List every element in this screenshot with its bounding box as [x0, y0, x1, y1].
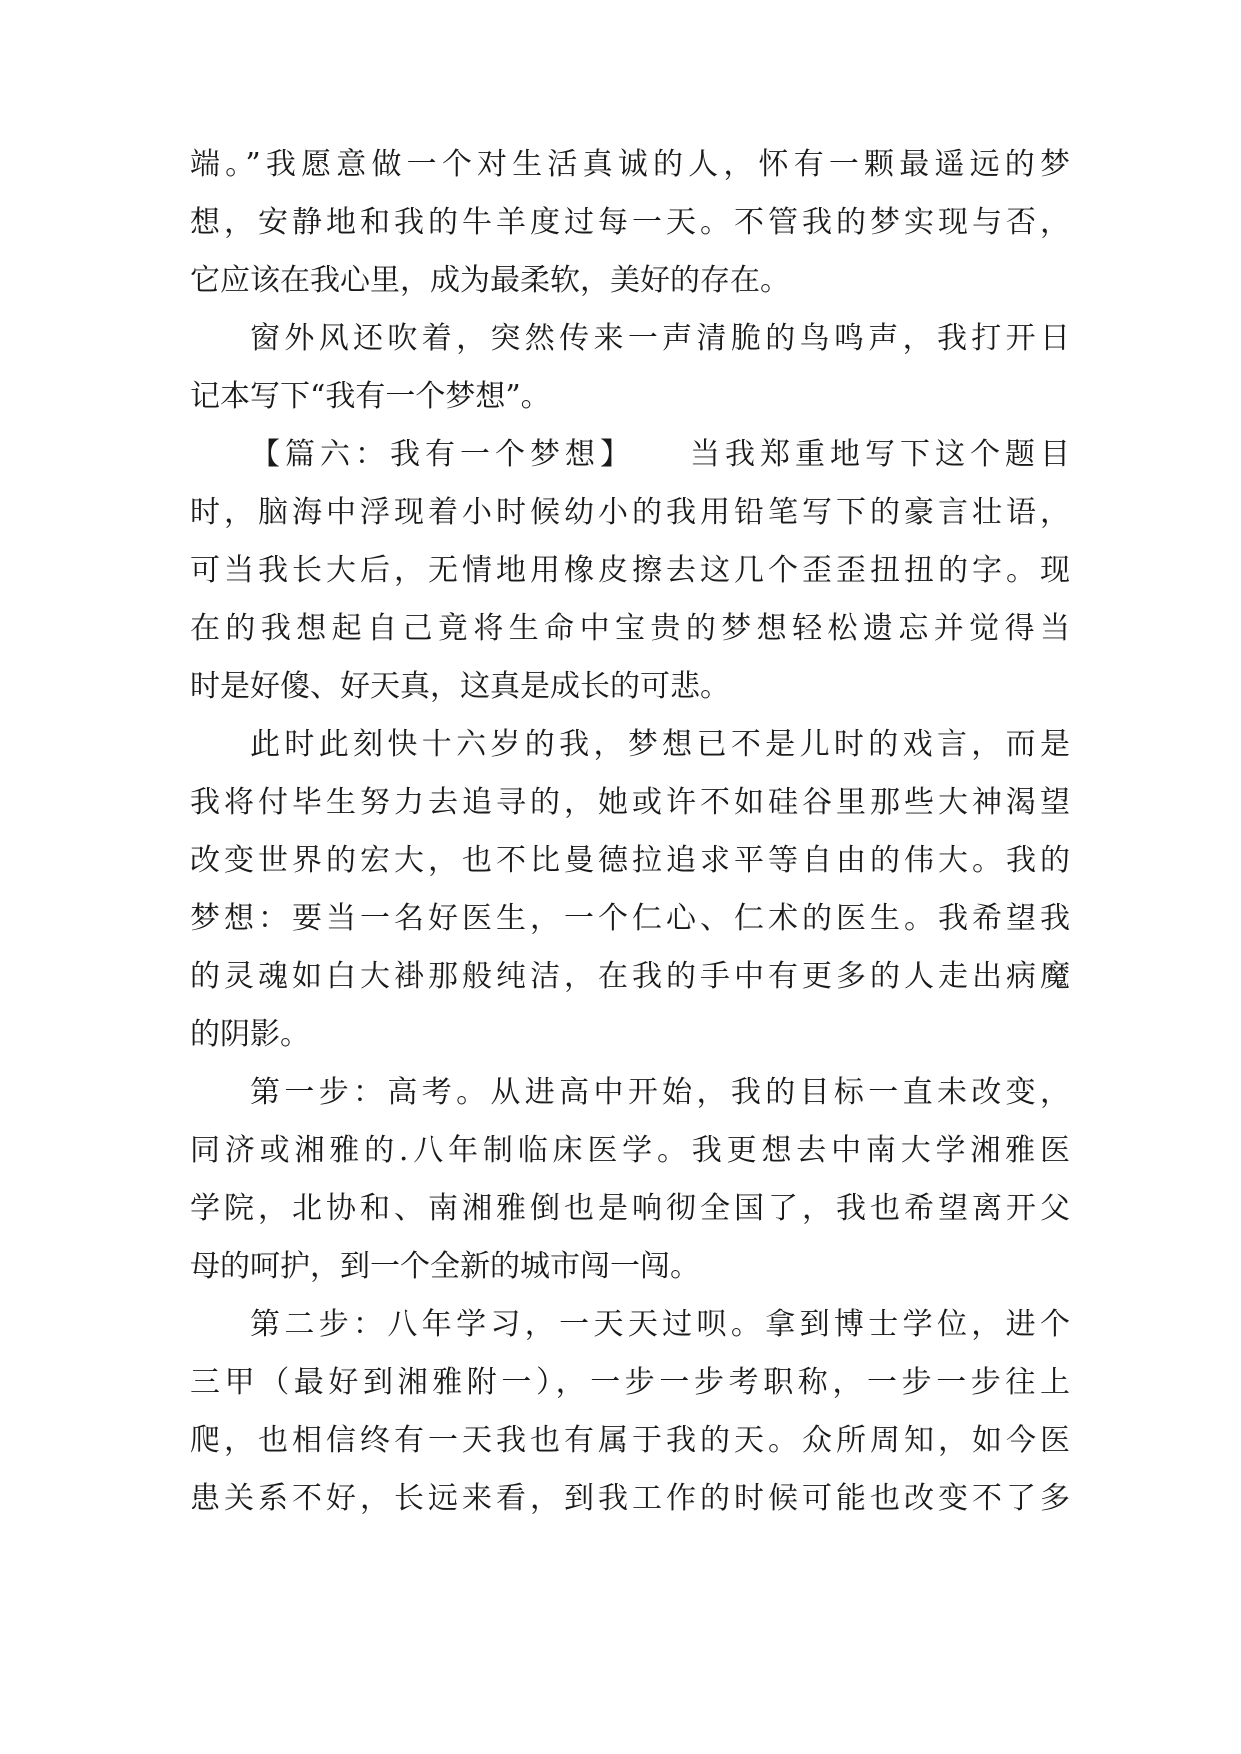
text-line: 第一步：高考。从进高中开始，我的目标一直未改变， [250, 1075, 1070, 1110]
text-line: 三甲（最好到湘雅附一），一步一步考职称，一步一步往上 [190, 1365, 1070, 1400]
text-line: 它应该在我心里，成为最柔软，美好的存在。 [190, 263, 790, 298]
text-line: 同济或湘雅的.八年制临床医学。我更想去中南大学湘雅医 [190, 1133, 1070, 1168]
text-line: 改变世界的宏大，也不比曼德拉追求平等自由的伟大。我的 [190, 843, 1070, 878]
text-line: 此时此刻快十六岁的我，梦想已不是儿时的戏言，而是 [250, 727, 1070, 762]
text-line: 学院，北协和、南湘雅倒也是响彻全国了，我也希望离开父 [190, 1191, 1070, 1226]
text-line: 时是好傻、好天真，这真是成长的可悲。 [190, 669, 730, 704]
text-line: 窗外风还吹着，突然传来一声清脆的鸟鸣声，我打开日 [250, 321, 1070, 356]
text-line: 记本写下“我有一个梦想”。 [190, 379, 551, 414]
text-line: 可当我长大后，无情地用橡皮擦去这几个歪歪扭扭的字。现 [190, 553, 1070, 588]
text-line: 的阴影。 [190, 1017, 310, 1052]
text-line: 的灵魂如白大褂那般纯洁，在我的手中有更多的人走出病魔 [190, 959, 1070, 994]
text-line: 母的呵护，到一个全新的城市闯一闯。 [190, 1249, 700, 1284]
text-line: 时，脑海中浮现着小时候幼小的我用铅笔写下的豪言壮语， [190, 495, 1070, 530]
text-line: 梦想：要当一名好医生，一个仁心、仁术的医生。我希望我 [190, 901, 1070, 936]
text-line: 端。”我愿意做一个对生活真诚的人，怀有一颗最遥远的梦 [190, 147, 1070, 182]
text-line: 第二步：八年学习，一天天过呗。拿到博士学位，进个 [250, 1307, 1070, 1342]
text-line: 爬，也相信终有一天我也有属于我的天。众所周知，如今医 [190, 1423, 1070, 1458]
section-heading-line: 【篇六：我有一个梦想】 当我郑重地写下这个题目 [250, 437, 1070, 472]
text-line: 想，安静地和我的牛羊度过每一天。不管我的梦实现与否， [190, 205, 1070, 240]
text-line: 患关系不好，长远来看，到我工作的时候可能也改变不了多 [190, 1481, 1070, 1516]
text-line: 我将付毕生努力去追寻的，她或许不如硅谷里那些大神渴望 [190, 785, 1070, 820]
text-line: 在的我想起自己竟将生命中宝贵的梦想轻松遗忘并觉得当 [190, 611, 1070, 646]
